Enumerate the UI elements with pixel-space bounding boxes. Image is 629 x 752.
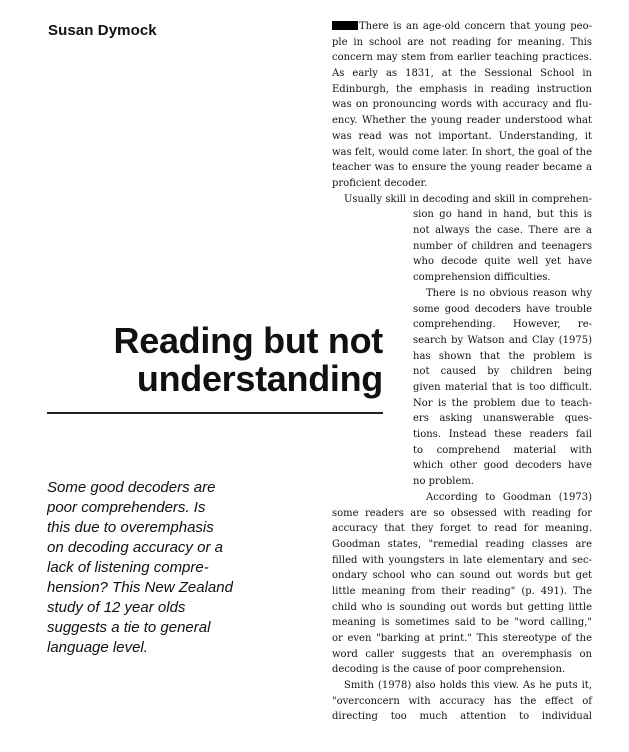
body-line: "overconcern with accuracy has the effect of xyxy=(332,696,592,707)
abstract-line: poor comprehenders. Is xyxy=(47,499,206,516)
body-line: decoding is the cause of poor comprehension. xyxy=(332,664,566,675)
body-line: ency. Whether the young reader understood what xyxy=(332,115,592,126)
title-line: understanding xyxy=(136,358,383,399)
author-name: Susan Dymock xyxy=(48,22,157,39)
body-line: was felt, would come later. In short, the goal of the xyxy=(332,147,592,158)
body-line: directing too much attention to individual xyxy=(332,711,592,722)
body-line: who decode quite well yet have xyxy=(413,256,592,267)
abstract xyxy=(47,478,247,658)
body-line: Smith (1978) also holds this view. As he puts it, xyxy=(344,680,592,691)
body-line: accuracy that they forget to read for meaning. xyxy=(332,523,592,534)
title-divider xyxy=(47,412,383,414)
body-line: There is no obvious reason why xyxy=(426,288,592,299)
body-line: to comprehend material with xyxy=(413,445,592,456)
body-line: not caused by children being xyxy=(413,366,592,377)
body-line: was read was not important. Understanding, it xyxy=(332,131,592,142)
body-line: proficient decoder. xyxy=(332,178,428,189)
body-line: comprehension difficulties. xyxy=(413,272,551,283)
body-line: tions. Instead these readers fail xyxy=(413,429,592,440)
body-line: not always the case. There are a xyxy=(413,225,592,236)
body-line: As early as 1831, at the Sessional School in xyxy=(332,68,592,79)
abstract-line: study of 12 year olds xyxy=(47,599,186,616)
body-line: comprehending. However, re- xyxy=(413,319,592,330)
body-line: Nor is the problem due to teach- xyxy=(413,398,592,409)
abstract-line: this due to overemphasis xyxy=(47,519,214,536)
body-line: Goodman states, "remedial reading classes are xyxy=(332,539,592,550)
body-line: was on pronouncing words with accuracy and flu- xyxy=(332,99,592,110)
body-line: teacher was to ensure the young reader became a xyxy=(332,162,592,173)
body-line: some good decoders have trouble xyxy=(413,304,592,315)
abstract-line: language level. xyxy=(47,639,148,656)
body-line: word caller suggests that an overemphasis on xyxy=(332,649,592,660)
body-line: some readers are so obsessed with reading for xyxy=(332,508,592,519)
body-line: Edinburgh, the emphasis in reading instruction xyxy=(332,84,592,95)
body-line: search by Watson and Clay (1975) xyxy=(413,335,592,346)
abstract-line: hension? This New Zealand xyxy=(47,579,233,596)
body-line: concern may stem from earlier teaching practices. xyxy=(332,52,592,63)
abstract-line: lack of listening compre- xyxy=(47,559,209,576)
body-line: or even "barking at print." This stereotype of the xyxy=(332,633,592,644)
body-line: number of children and teenagers xyxy=(413,241,592,252)
body-line: sion go hand in hand, but this is xyxy=(413,209,592,220)
body-line: child who is sounding out words but getting little xyxy=(332,602,592,613)
abstract-line: on decoding accuracy or a xyxy=(47,539,223,556)
body-line-first xyxy=(332,19,592,35)
body-line: no problem. xyxy=(413,476,475,487)
title-line: Reading but not xyxy=(113,320,383,361)
body-line: Usually skill in decoding and skill in comprehen- xyxy=(344,194,592,205)
body-line: meaning is sometimes said to be "word calling," xyxy=(332,617,592,628)
body-line: given material that is too difficult. xyxy=(413,382,592,393)
body-line-text: There is an age-old concern that young peo- xyxy=(359,21,592,32)
body-line: ondary school who can sound out words but get xyxy=(332,570,592,581)
abstract-line: suggests a tie to general xyxy=(47,619,211,636)
body-line: filled with youngsters in late elementary and sec- xyxy=(332,555,592,566)
body-line: which other good decoders have xyxy=(413,460,592,471)
body-line: little meaning from their reading" (p. 491). The xyxy=(332,586,592,597)
body-line: ers asking unanswerable ques- xyxy=(413,413,592,424)
abstract-line: Some good decoders are xyxy=(47,479,216,496)
section-start-mark xyxy=(332,21,358,30)
body-line: ple in school are not reading for meaning. This xyxy=(332,37,592,48)
article-title xyxy=(40,322,383,398)
body-line: has shown that the problem is xyxy=(413,351,592,362)
body-line: According to Goodman (1973) xyxy=(426,492,592,503)
